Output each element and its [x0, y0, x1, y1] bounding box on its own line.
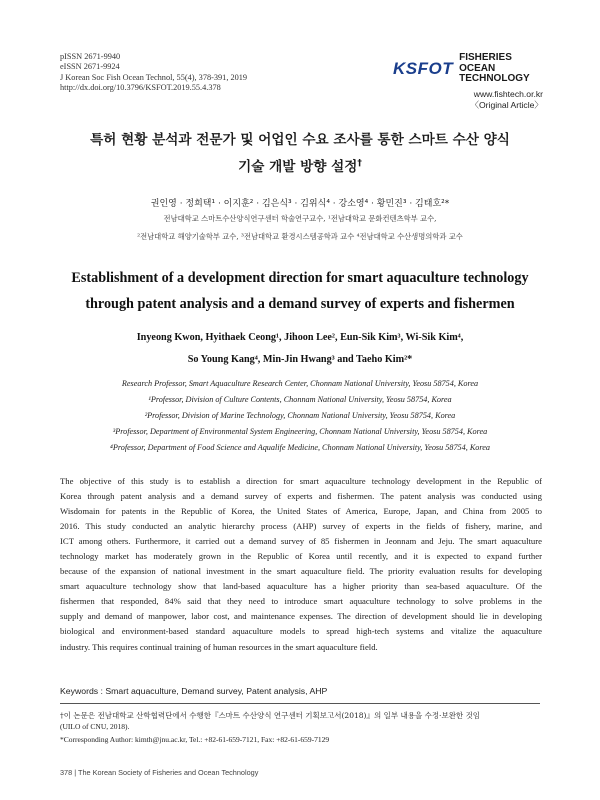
english-affiliation-3: ³Professor, Department of Environmental System Engineering, Chonnam National University, Yeosu 58754, Korea: [112, 427, 488, 436]
citation: J Korean Soc Fish Ocean Technol, 55(4), 378-391, 2019: [60, 72, 248, 82]
abstract: [60, 474, 542, 655]
abstract-line: biological and environment-based standard aquaculture models to spread high-tech systems and vitalize the aquaculture: [60, 626, 542, 637]
footnote-kr-line-2: (UILO of CNU, 2018).: [60, 722, 130, 731]
page-footer: 378 | The Korean Society of Fisheries and Ocean Technology: [60, 768, 259, 777]
english-title-line-2: through patent analysis and a demand survey of experts and fishermen: [85, 296, 515, 312]
footnote-kr-line-1: †이 논문은 전남대학교 산학협력단에서 수행한『스마트 수산양식 연구센터 기획보고서(2018)』의 일부 내용을 수정·보완한 것임: [60, 711, 481, 720]
doi-link[interactable]: http://dx.doi.org/10.3796/KSFOT.2019.55.4.378: [60, 83, 221, 93]
english-title-line-1: Establishment of a development direction for smart aquaculture technology: [71, 270, 529, 286]
abstract-line: 2016. This study conducted an analytic hierarchy process (AHP) survey of experts in the fields of fishery, marine, and: [60, 521, 542, 532]
english-affiliation-2: ²Professor, Division of Marine Technology, Chonnam National University, Yeosu 58754, Korea: [144, 411, 456, 420]
title-footnote-mark: †: [357, 158, 362, 169]
pissn: pISSN 2671-9940: [60, 52, 121, 61]
english-authors-line-1: Inyeong Kwon, Hyithaek Ceong¹, Jihoon Lee², Eun-Sik Kim³, Wi-Sik Kim⁴,: [136, 332, 464, 343]
abstract-line: Wisdomain for patents in the Republic of Korea, the United States of America, Europe, Japan, and China from 2005 to: [60, 506, 542, 517]
abstract-line: smart aquaculture technology show that land-based aquaculture has a higher priority than sea-based aquaculture. Of the: [60, 581, 542, 592]
korean-title-line-1: 특허 현황 분석과 전문가 및 어업인 수요 조사를 통한 스마트 수산 양식: [90, 132, 510, 148]
abstract-line: supply and demand of manpower, labor cost, and maintenance expenses. The direction of development should lie in developing: [60, 611, 542, 622]
english-authors-line-2: So Young Kang⁴, Min-Jin Hwang³ and Taeho Kim²*: [187, 354, 413, 365]
footnote-divider: [60, 703, 540, 704]
logo-line-2: TECHNOLOGY: [459, 73, 530, 84]
eissn: eISSN 2671-9924: [60, 62, 120, 72]
english-affiliation-1: ¹Professor, Division of Culture Contents, Chonnam National University, Yeosu 58754, Korea: [148, 395, 452, 404]
abstract-line: fishermen that responded, 84% said that they need to introduce smart aquaculture technology to solve problems in the: [60, 596, 542, 607]
journal-meta: [60, 52, 247, 94]
abstract-line: ICT among others. Furthermore, it carried out a demand survey of 85 fishermen in Jeonnam and Jeju. The smart aquaculture: [60, 536, 542, 547]
abstract-line: Korea through patent analysis and a demand survey of experts and fishermen. The patent analysis was conducted using: [60, 491, 542, 502]
journal-url[interactable]: www.fishtech.or.kr: [473, 88, 543, 99]
logo-line-1: FISHERIES OCEAN: [459, 52, 512, 74]
korean-title-line-2: [0, 155, 600, 175]
keywords: Keywords : Smart aquaculture, Demand survey, Patent analysis, AHP: [60, 686, 328, 696]
ksfot-logo-mark: KSFOT: [393, 58, 454, 78]
corresponding-author: *Corresponding Author: kimth@jnu.ac.kr, Tel.: +82-61-659-7121, Fax: +82-61-659-7129: [60, 735, 330, 744]
article-type: 〈Original Article〉: [470, 99, 543, 110]
korean-affiliation-line-1: 전남대학교 스마트수산양식연구센터 학술연구교수, ¹전남대학교 문화컨텐츠학부 교수,: [163, 214, 437, 223]
korean-title-text: 기술 개발 방향 설정: [238, 159, 358, 175]
korean-authors: 권인영 · 정희택¹ · 이지훈² · 김은식³ · 김위식⁴ · 강소영⁴ · 황민진³ · 김태호²*: [150, 199, 450, 209]
english-affiliation-4: ⁴Professor, Department of Food Science and Aqualife Medicine, Chonnam National University, Yeosu 58754, Korea: [110, 443, 490, 452]
korean-affiliation-line-2: ²전남대학교 해양기술학부 교수, ³전남대학교 환경시스템공학과 교수 ⁴전남대학교 수산생명의학과 교수: [137, 232, 463, 241]
abstract-line: technology market has moderately grown in the Republic of Korea until recently, and it is expected to expand further: [60, 551, 542, 562]
abstract-line: industry. This requires continual training of human resources in the smart aquaculture field.: [60, 641, 378, 652]
abstract-line: because of the expansion of national investment in the smart aquaculture field. The priority evaluation results for developing: [60, 566, 542, 577]
journal-logo: [393, 53, 543, 111]
english-affiliation-0: Research Professor, Smart Aquaculture Research Center, Chonnam National University, Yeosu 58754, Korea: [121, 379, 479, 388]
abstract-line: The objective of this study is to establish a direction for smart aquaculture technology development in the Republic of: [60, 476, 542, 486]
